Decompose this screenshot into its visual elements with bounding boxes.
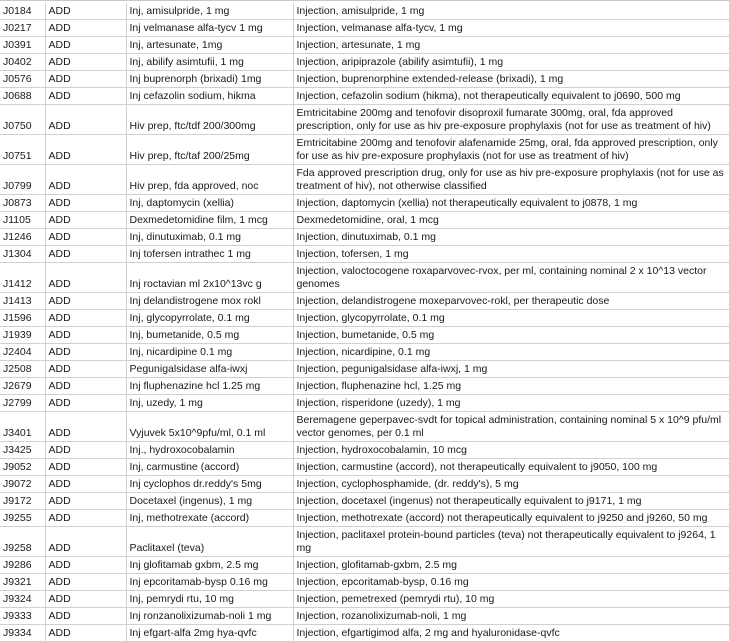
short-description-cell[interactable]: Inj., hydroxocobalamin xyxy=(126,442,293,459)
hcpcs-code-cell[interactable]: J1246 xyxy=(0,229,45,246)
table-body xyxy=(0,3,729,642)
hcpcs-code-cell[interactable]: J3425 xyxy=(0,442,45,459)
hcpcs-code-cell[interactable]: J0799 xyxy=(0,165,45,195)
table-row xyxy=(0,412,729,442)
long-description-cell[interactable]: Injection, amisulpride, 1 mg xyxy=(293,3,729,20)
hcpcs-code-cell[interactable]: J0751 xyxy=(0,135,45,165)
action-cell[interactable]: ADD xyxy=(45,510,126,527)
long-description-cell[interactable]: Injection, docetaxel (ingenus) not therapeutically equivalent to j9171, 1 mg xyxy=(293,493,729,510)
hcpcs-code-cell[interactable]: J1413 xyxy=(0,293,45,310)
hcpcs-code-cell[interactable]: J0184 xyxy=(0,3,45,20)
short-description-cell[interactable]: Inj velmanase alfa-tycv 1 mg xyxy=(126,20,293,37)
action-cell[interactable]: ADD xyxy=(45,54,126,71)
long-description-cell[interactable]: Fda approved prescription drug, only for use as hiv pre-exposure prophylaxis (not for use as treatment of hiv), not otherwise classified xyxy=(293,165,729,195)
short-description-cell[interactable]: Inj, nicardipine 0.1 mg xyxy=(126,344,293,361)
long-description-cell[interactable]: Injection, cyclophosphamide, (dr. reddy's), 5 mg xyxy=(293,476,729,493)
short-description-cell[interactable]: Inj buprenorph (brixadi) 1mg xyxy=(126,71,293,88)
hcpcs-code-cell[interactable]: J2679 xyxy=(0,378,45,395)
short-description-cell[interactable]: Docetaxel (ingenus), 1 mg xyxy=(126,493,293,510)
hcpcs-code-cell[interactable]: J0391 xyxy=(0,37,45,54)
table-row xyxy=(0,442,729,459)
table-row xyxy=(0,395,729,412)
long-description-cell[interactable]: Injection, carmustine (accord), not therapeutically equivalent to j9050, 100 mg xyxy=(293,459,729,476)
long-description-cell[interactable]: Injection, dinutuximab, 0.1 mg xyxy=(293,229,729,246)
short-description-cell[interactable]: Paclitaxel (teva) xyxy=(126,527,293,557)
short-description-cell[interactable]: Inj delandistrogene mox rokl xyxy=(126,293,293,310)
long-description-cell[interactable]: Injection, delandistrogene moxeparvovec-rokl, per therapeutic dose xyxy=(293,293,729,310)
short-description-cell[interactable]: Inj, methotrexate (accord) xyxy=(126,510,293,527)
action-cell[interactable]: ADD xyxy=(45,246,126,263)
long-description-cell[interactable]: Injection, paclitaxel protein-bound particles (teva) not therapeutically equivalent to j9264, 1 mg xyxy=(293,527,729,557)
long-description-cell[interactable]: Injection, methotrexate (accord) not therapeutically equivalent to j9250 and j9260, 50 mg xyxy=(293,510,729,527)
hcpcs-code-cell[interactable]: J0688 xyxy=(0,88,45,105)
action-cell[interactable]: ADD xyxy=(45,263,126,293)
short-description-cell[interactable]: Inj, glycopyrrolate, 0.1 mg xyxy=(126,310,293,327)
long-description-cell[interactable]: Injection, glycopyrrolate, 0.1 mg xyxy=(293,310,729,327)
hcpcs-code-cell[interactable]: J1105 xyxy=(0,212,45,229)
action-cell[interactable]: ADD xyxy=(45,476,126,493)
action-cell[interactable]: ADD xyxy=(45,165,126,195)
action-cell[interactable]: ADD xyxy=(45,625,126,642)
hcpcs-code-cell[interactable]: J3401 xyxy=(0,412,45,442)
long-description-cell[interactable]: Injection, hydroxocobalamin, 10 mcg xyxy=(293,442,729,459)
short-description-cell[interactable]: Inj roctavian ml 2x10^13vc g xyxy=(126,263,293,293)
short-description-cell[interactable]: Inj, abilify asimtufii, 1 mg xyxy=(126,54,293,71)
hcpcs-code-cell[interactable]: J0576 xyxy=(0,71,45,88)
hcpcs-code-cell[interactable]: J0750 xyxy=(0,105,45,135)
short-description-cell[interactable]: Pegunigalsidase alfa-iwxj xyxy=(126,361,293,378)
table-row xyxy=(0,476,729,493)
long-description-cell[interactable]: Injection, glofitamab-gxbm, 2.5 mg xyxy=(293,557,729,574)
long-description-cell[interactable]: Injection, daptomycin (xellia) not therapeutically equivalent to j0878, 1 mg xyxy=(293,195,729,212)
table-row xyxy=(0,88,729,105)
table-row xyxy=(0,310,729,327)
hcpcs-code-cell[interactable]: J1939 xyxy=(0,327,45,344)
action-cell[interactable]: ADD xyxy=(45,37,126,54)
short-description-cell[interactable]: Hiv prep, ftc/tdf 200/300mg xyxy=(126,105,293,135)
table-row xyxy=(0,229,729,246)
action-cell[interactable]: ADD xyxy=(45,395,126,412)
long-description-cell[interactable]: Dexmedetomidine, oral, 1 mcg xyxy=(293,212,729,229)
table-row xyxy=(0,344,729,361)
hcpcs-code-cell[interactable]: J1596 xyxy=(0,310,45,327)
long-description-cell[interactable]: Injection, valoctocogene roxaparvovec-rvox, per ml, containing nominal 2 x 10^13 vector genomes xyxy=(293,263,729,293)
action-cell[interactable]: ADD xyxy=(45,3,126,20)
hcpcs-code-cell[interactable]: J9258 xyxy=(0,527,45,557)
hcpcs-code-cell[interactable]: J9286 xyxy=(0,557,45,574)
long-description-cell[interactable]: Emtricitabine 200mg and tenofovir disoproxil fumarate 300mg, oral, fda approved prescription, only for use as hiv pre-exposure prophylaxis (not for use as treatment of hiv) xyxy=(293,105,729,135)
long-description-cell[interactable]: Injection, epcoritamab-bysp, 0.16 mg xyxy=(293,574,729,591)
action-cell[interactable]: ADD xyxy=(45,412,126,442)
table-row xyxy=(0,574,729,591)
hcpcs-code-cell[interactable]: J0873 xyxy=(0,195,45,212)
hcpcs-code-cell[interactable]: J9172 xyxy=(0,493,45,510)
action-cell[interactable]: ADD xyxy=(45,135,126,165)
table-row xyxy=(0,625,729,642)
hcpcs-code-cell[interactable]: J2508 xyxy=(0,361,45,378)
short-description-cell[interactable]: Inj, bumetanide, 0.5 mg xyxy=(126,327,293,344)
short-description-cell[interactable]: Inj, uzedy, 1 mg xyxy=(126,395,293,412)
hcpcs-code-cell[interactable]: J2404 xyxy=(0,344,45,361)
short-description-cell[interactable]: Dexmedetomidine film, 1 mcg xyxy=(126,212,293,229)
hcpcs-code-cell[interactable]: J2799 xyxy=(0,395,45,412)
short-description-cell[interactable]: Inj, amisulpride, 1 mg xyxy=(126,3,293,20)
action-cell[interactable]: ADD xyxy=(45,608,126,625)
hcpcs-code-cell[interactable]: J1304 xyxy=(0,246,45,263)
long-description-cell[interactable]: Injection, pegunigalsidase alfa-iwxj, 1 mg xyxy=(293,361,729,378)
hcpcs-code-cell[interactable]: J1412 xyxy=(0,263,45,293)
long-description-cell[interactable]: Injection, nicardipine, 0.1 mg xyxy=(293,344,729,361)
long-description-cell[interactable]: Injection, rozanolixizumab-noli, 1 mg xyxy=(293,608,729,625)
short-description-cell[interactable]: Inj, daptomycin (xellia) xyxy=(126,195,293,212)
table-row xyxy=(0,293,729,310)
long-description-cell[interactable]: Injection, buprenorphine extended-release (brixadi), 1 mg xyxy=(293,71,729,88)
action-cell[interactable]: ADD xyxy=(45,493,126,510)
action-cell[interactable]: ADD xyxy=(45,442,126,459)
table-row xyxy=(0,361,729,378)
table-row xyxy=(0,71,729,88)
long-description-cell[interactable]: Injection, fluphenazine hcl, 1.25 mg xyxy=(293,378,729,395)
short-description-cell[interactable]: Hiv prep, fda approved, noc xyxy=(126,165,293,195)
hcpcs-code-cell[interactable]: J0217 xyxy=(0,20,45,37)
action-cell[interactable]: ADD xyxy=(45,71,126,88)
short-description-cell[interactable]: Inj cyclophos dr.reddy's 5mg xyxy=(126,476,293,493)
hcpcs-code-cell[interactable]: J9072 xyxy=(0,476,45,493)
table-row xyxy=(0,195,729,212)
long-description-cell[interactable]: Injection, bumetanide, 0.5 mg xyxy=(293,327,729,344)
short-description-cell[interactable]: Vyjuvek 5x10^9pfu/ml, 0.1 ml xyxy=(126,412,293,442)
action-cell[interactable]: ADD xyxy=(45,344,126,361)
table-row xyxy=(0,37,729,54)
action-cell[interactable]: ADD xyxy=(45,327,126,344)
table-row xyxy=(0,591,729,608)
table-row xyxy=(0,378,729,395)
table-row xyxy=(0,3,729,20)
action-cell[interactable]: ADD xyxy=(45,574,126,591)
action-cell[interactable]: ADD xyxy=(45,527,126,557)
long-description-cell[interactable]: Injection, velmanase alfa-tycv, 1 mg xyxy=(293,20,729,37)
hcpcs-code-cell[interactable]: J9255 xyxy=(0,510,45,527)
action-cell[interactable]: ADD xyxy=(45,293,126,310)
long-description-cell[interactable]: Emtricitabine 200mg and tenofovir alafenamide 25mg, oral, fda approved prescription, only for use as hiv pre-exposure prophylaxis (not for use as treatment of hiv) xyxy=(293,135,729,165)
table-row xyxy=(0,212,729,229)
action-cell[interactable]: ADD xyxy=(45,212,126,229)
short-description-cell[interactable]: Inj, pemrydi rtu, 10 mg xyxy=(126,591,293,608)
action-cell[interactable]: ADD xyxy=(45,557,126,574)
action-cell[interactable]: ADD xyxy=(45,459,126,476)
hcpcs-code-cell[interactable]: J9333 xyxy=(0,608,45,625)
table-row xyxy=(0,54,729,71)
short-description-cell[interactable]: Inj fluphenazine hcl 1.25 mg xyxy=(126,378,293,395)
long-description-cell[interactable]: Injection, risperidone (uzedy), 1 mg xyxy=(293,395,729,412)
table-row xyxy=(0,165,729,195)
short-description-cell[interactable]: Inj, carmustine (accord) xyxy=(126,459,293,476)
table-row xyxy=(0,327,729,344)
action-cell[interactable]: ADD xyxy=(45,361,126,378)
hcpcs-code-cell[interactable]: J9324 xyxy=(0,591,45,608)
action-cell[interactable]: ADD xyxy=(45,105,126,135)
table-row xyxy=(0,246,729,263)
action-cell[interactable]: ADD xyxy=(45,229,126,246)
long-description-cell[interactable]: Injection, tofersen, 1 mg xyxy=(293,246,729,263)
action-cell[interactable]: ADD xyxy=(45,20,126,37)
hcpcs-code-table xyxy=(0,3,729,642)
short-description-cell[interactable]: Inj efgart-alfa 2mg hya-qvfc xyxy=(126,625,293,642)
long-description-cell[interactable]: Injection, aripiprazole (abilify asimtufii), 1 mg xyxy=(293,54,729,71)
table-row xyxy=(0,20,729,37)
action-cell[interactable]: ADD xyxy=(45,591,126,608)
short-description-cell[interactable]: Inj tofersen intrathec 1 mg xyxy=(126,246,293,263)
long-description-cell[interactable]: Injection, pemetrexed (pemrydi rtu), 10 mg xyxy=(293,591,729,608)
hcpcs-code-cell[interactable]: J0402 xyxy=(0,54,45,71)
hcpcs-code-cell[interactable]: J9334 xyxy=(0,625,45,642)
table-row xyxy=(0,557,729,574)
short-description-cell[interactable]: Inj, dinutuximab, 0.1 mg xyxy=(126,229,293,246)
hcpcs-code-cell[interactable]: J9321 xyxy=(0,574,45,591)
short-description-cell[interactable]: Inj glofitamab gxbm, 2.5 mg xyxy=(126,557,293,574)
short-description-cell[interactable]: Hiv prep, ftc/taf 200/25mg xyxy=(126,135,293,165)
short-description-cell[interactable]: Inj, artesunate, 1mg xyxy=(126,37,293,54)
table-row xyxy=(0,510,729,527)
long-description-cell[interactable]: Injection, artesunate, 1 mg xyxy=(293,37,729,54)
action-cell[interactable]: ADD xyxy=(45,195,126,212)
table-row xyxy=(0,527,729,557)
action-cell[interactable]: ADD xyxy=(45,310,126,327)
action-cell[interactable]: ADD xyxy=(45,378,126,395)
table-row xyxy=(0,263,729,293)
table-row xyxy=(0,135,729,165)
long-description-cell[interactable]: Injection, cefazolin sodium (hikma), not therapeutically equivalent to j0690, 500 mg xyxy=(293,88,729,105)
short-description-cell[interactable]: Inj epcoritamab-bysp 0.16 mg xyxy=(126,574,293,591)
short-description-cell[interactable]: Inj ronzanolixizumab-noli 1 mg xyxy=(126,608,293,625)
table-row xyxy=(0,493,729,510)
hcpcs-code-cell[interactable]: J9052 xyxy=(0,459,45,476)
short-description-cell[interactable]: Inj cefazolin sodium, hikma xyxy=(126,88,293,105)
long-description-cell[interactable]: Injection, efgartigimod alfa, 2 mg and hyaluronidase-qvfc xyxy=(293,625,729,642)
table-row xyxy=(0,105,729,135)
table-row xyxy=(0,459,729,476)
long-description-cell[interactable]: Beremagene geperpavec-svdt for topical administration, containing nominal 5 x 10^9 pfu/ml vector genomes, per 0.1 ml xyxy=(293,412,729,442)
action-cell[interactable]: ADD xyxy=(45,88,126,105)
table-row xyxy=(0,608,729,625)
